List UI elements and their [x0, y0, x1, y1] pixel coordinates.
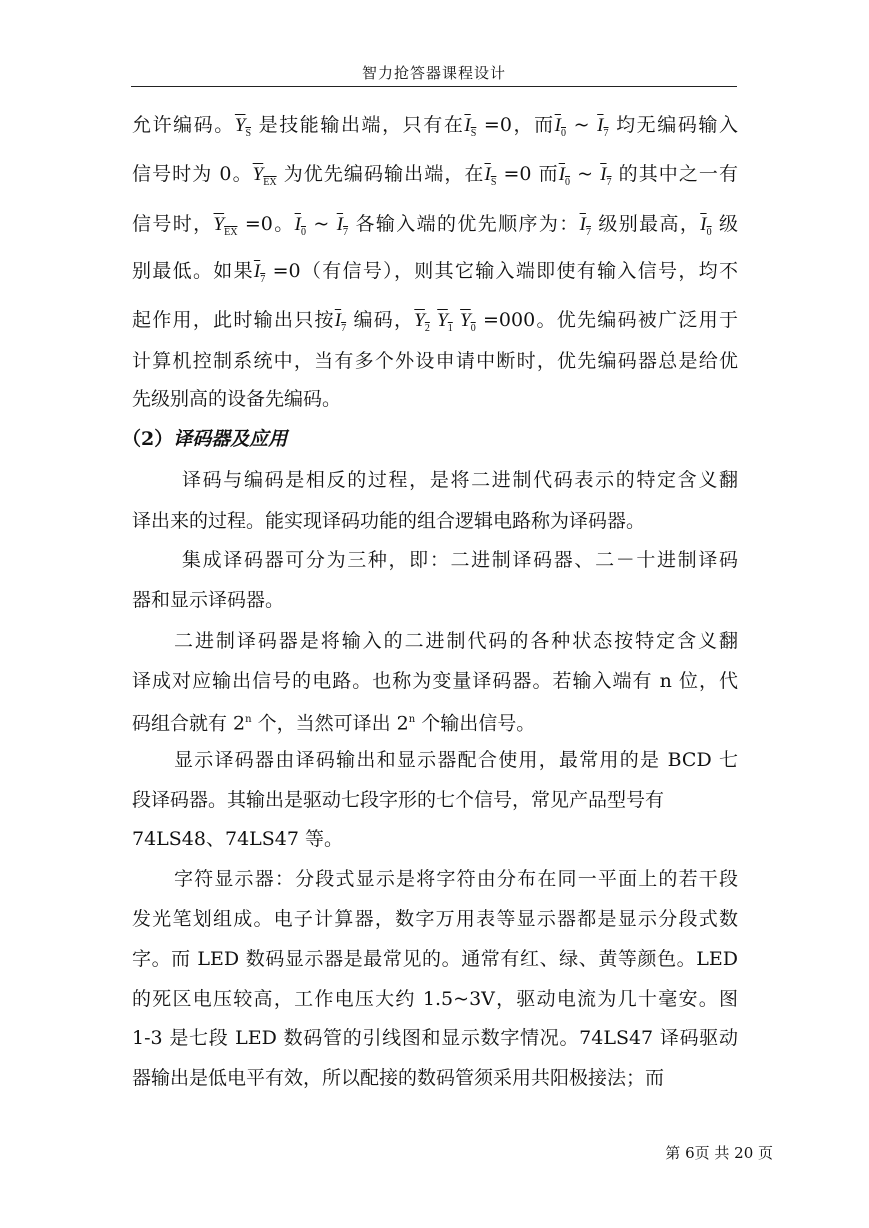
text-line: 1-3 是七段 LED 数码管的引线图和显示数字情况。74LS47 译码驱动 [132, 1027, 738, 1049]
symbol-i7: $I_7$ [597, 115, 609, 139]
text-line: 译出来的过程。能实现译码功能的组合逻辑电路称为译码器。 [132, 510, 646, 532]
text-line [132, 258, 738, 293]
section-heading [122, 426, 728, 452]
text-line: 74LS48、74LS47 等。 [132, 828, 344, 850]
text-line [132, 307, 738, 342]
text-span: 个输出信号。 [415, 712, 536, 735]
symbol-i0: $I_0$ [294, 214, 306, 238]
text-span: =0，而 [476, 114, 555, 136]
text-span: 均无编码输入 [608, 114, 738, 136]
text-span: 的其中之一有 [611, 163, 739, 185]
symbol-i0: $I_0$ [558, 164, 571, 188]
text-span: 为优先编码输出端，在 [276, 163, 485, 185]
text-line: 的死区电压较高，工作电压大约 1.5~3V，驱动电流为几十毫安。图 [132, 988, 738, 1010]
symbol-yex: $Y_{EX}$ [213, 214, 238, 238]
text-span: ~ [305, 213, 337, 235]
symbol-i0: $I_0$ [700, 214, 712, 238]
text-span: =0（有信号），则其它输入端即使有输入信号，均不 [265, 260, 738, 282]
text-span: ~ [570, 163, 601, 185]
text-line: 字符显示器：分段式显示是将字符由分布在同一平面上的若干段 [174, 868, 738, 890]
symbol-is: $I_S$ [484, 164, 497, 188]
text-line: 发光笔划组成。电子计算器，数字万用表等显示器都是显示分段式数 [132, 908, 738, 930]
text-line: 二进制译码器是将输入的二进制代码的各种状态按特定含义翻 [174, 630, 738, 652]
text-span: 允许编码。 [132, 114, 235, 136]
symbol-i7: $I_7$ [336, 214, 349, 238]
text-line: 集成译码器可分为三种，即：二进制译码器、二－十进制译码 [182, 549, 738, 571]
text-span: 各输入端的优先顺序为： [348, 213, 580, 235]
symbol-ys: $Y_S$ [234, 115, 252, 139]
text-span: 个，当然可译出 2 [251, 712, 409, 735]
symbol-i7: $I_7$ [579, 214, 591, 238]
text-span: 编码， [346, 309, 415, 331]
page-number: 第 6页 共 20 页 [665, 1144, 773, 1162]
section-title: 译码器及应用 [173, 428, 288, 450]
text-line [132, 161, 738, 196]
symbol-i7: $I_7$ [253, 261, 266, 285]
text-line: 译成对应输出信号的电路。也称为变量译码器。若输入端有 n 位，代 [132, 670, 738, 692]
symbol-y1: $Y_1$ [437, 310, 453, 334]
header-divider [131, 86, 737, 87]
text-line: 器输出是低电平有效，所以配接的数码管须采用共阳极接法；而 [132, 1067, 665, 1089]
text-span: =0 而 [496, 163, 559, 185]
superscript: n [245, 714, 252, 725]
text-span: 别最低。如果 [132, 260, 254, 282]
text-line: 字。而 LED 数码显示器是最常见的。通常有红、绿、黄等颜色。LED [132, 948, 738, 970]
symbol-y2: $Y_2$ [414, 310, 430, 334]
text-span: =000。优先编码被广泛用于 [475, 309, 738, 331]
text-line [132, 211, 738, 246]
symbol-i7: $I_7$ [600, 164, 612, 188]
text-line [132, 112, 738, 147]
text-span: 级别最高， [590, 213, 701, 235]
text-span: 起作用，此时输出只按 [132, 309, 335, 331]
text-span: =0。 [237, 213, 295, 235]
text-line: 段译码器。其输出是驱动七段字形的七个信号，常见产品型号有 [132, 789, 665, 811]
text-line: 先级别高的设备先编码。 [132, 388, 342, 410]
superscript: n [408, 714, 416, 725]
symbol-yex: $Y_{EX}$ [252, 164, 277, 188]
text-line: 器和显示译码器。 [132, 589, 285, 611]
symbol-i0: $I_0$ [554, 115, 566, 139]
text-line [132, 707, 738, 736]
page-header-title: 智力抢答器课程设计 [361, 64, 506, 82]
text-span: 是技能输出端，只有在 [251, 114, 465, 136]
text-span: 信号时， [132, 213, 214, 235]
text-span: 码组合就有 2 [132, 712, 246, 735]
section-number: （2） [122, 428, 174, 450]
text-span: 级 [711, 213, 738, 235]
text-line: 译码与编码是相反的过程，是将二进制代码表示的特定含义翻 [182, 469, 738, 491]
symbol-i7: $I_7$ [334, 310, 347, 334]
symbol-is: $I_S$ [464, 115, 477, 139]
text-line: 显示译码器由译码输出和显示器配合使用，最常用的是 BCD 七 [174, 749, 738, 771]
symbol-y0: $Y_0$ [460, 310, 476, 334]
text-span: ~ [566, 114, 598, 136]
text-line: 计算机控制系统中，当有多个外设申请中断时，优先编码器总是给优 [132, 350, 738, 372]
text-span: 信号时为 0。 [132, 163, 253, 185]
